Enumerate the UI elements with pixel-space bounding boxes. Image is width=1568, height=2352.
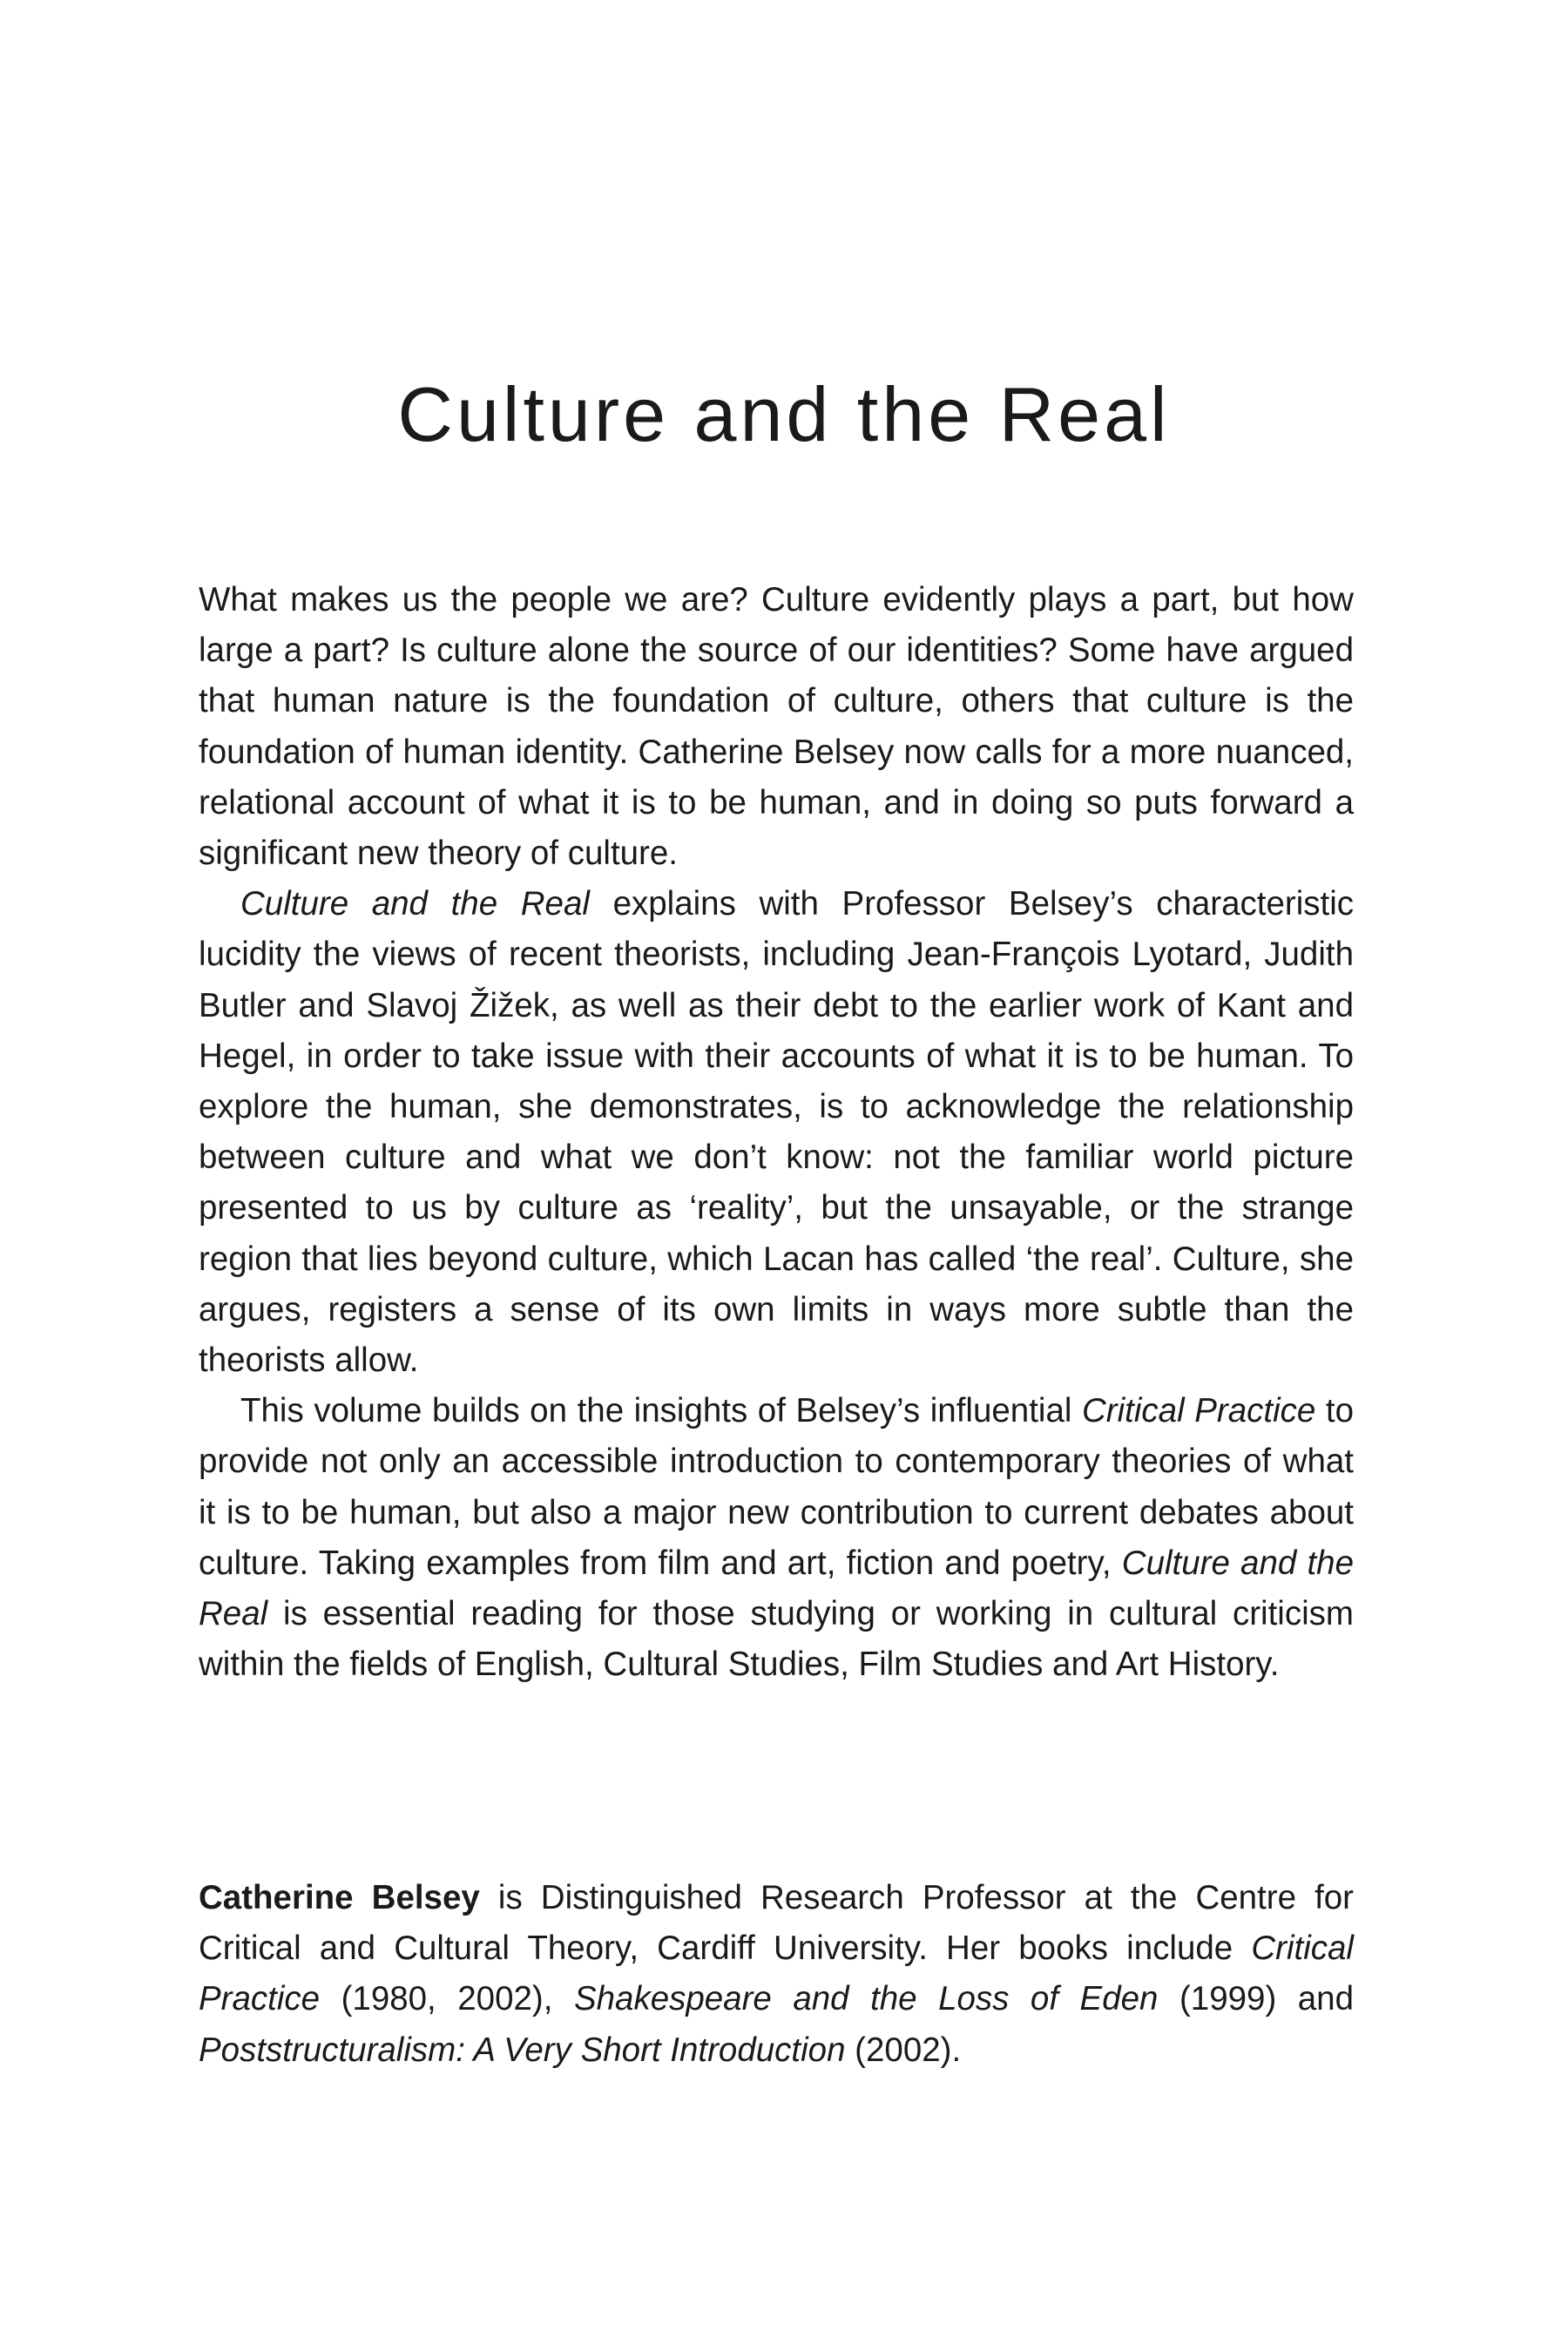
author-book-2: Shakespeare and the Loss of Eden (573, 1980, 1159, 2018)
author-book-1: Critical Practice (199, 1930, 1354, 2018)
author-book-3: Poststructuralism: A Very Short Introduction (199, 2031, 846, 2069)
author-name: Catherine Belsey (199, 1879, 480, 1916)
author-bio-text-b: (1980, 2002), (320, 1980, 574, 2018)
blurb-paragraph-2 (199, 879, 1354, 1386)
blurb-paragraph-3 (199, 1386, 1354, 1690)
book-blurb (199, 575, 1354, 1690)
author-bio-text-a: is Distinguished Research Professor at the Centre for Critical and Cultural Theory, Cardiff University. Her books include (199, 1879, 1355, 1968)
blurb-paragraph-3-text-c: is essential reading for those studying or working in cultural criticism within the fields of English, Cultural Studies, Film Studies and Art History. (199, 1595, 1354, 1684)
blurb-paragraph-3-text-b: to provide not only an accessible introduction to contemporary theories of what it is to be human, but also a major new contribution to current debates about culture. Taking examples from film and art, fiction and poetry, (199, 1392, 1355, 1582)
blurb-paragraph-2-text: explains with Professor Belsey’s characteristic lucidity the views of recent theorists, including Jean-François Lyotard, Judith Butler and Slavoj Žižek, as well as their debt to the earlier work of Kant and Hegel, in order to take issue with their accounts of what it is to be human. To explore the human, she demonstrates, is to acknowledge the relationship between culture and what we don’t know: not the familiar world picture presented to us by culture as ‘reality’, but the unsayable, or the strange region that lies beyond culture, which Lacan has called ‘the real’. Culture, she argues, registers a sense of its own limits in ways more subtle than the theorists allow. (199, 885, 1354, 1380)
book-title-italic: Culture and the Real (199, 1544, 1354, 1633)
author-bio-text-d: (2002). (845, 2031, 962, 2069)
book-title: Culture and the Real (397, 371, 1171, 457)
author-bio (199, 1873, 1354, 2076)
author-bio-text-c: (1999) and (1158, 1980, 1355, 2018)
book-title-italic: Culture and the Real (240, 885, 590, 923)
blurb-paragraph-1: What makes us the people we are? Culture evidently plays a part, but how large a part? Is culture alone the source of our identities? Some have argued that human nature is the foundation of culture, others that culture is the foundation of human identity. Catherine Belsey now calls for a more nuanced, relational account of what it is to be human, and in doing so puts forward a significant new theory of culture. (199, 581, 1354, 873)
blurb-paragraph-3-text-a: This volume builds on the insights of Belsey’s influential (240, 1392, 1082, 1430)
critical-practice-title-italic: Critical Practice (1082, 1392, 1316, 1430)
